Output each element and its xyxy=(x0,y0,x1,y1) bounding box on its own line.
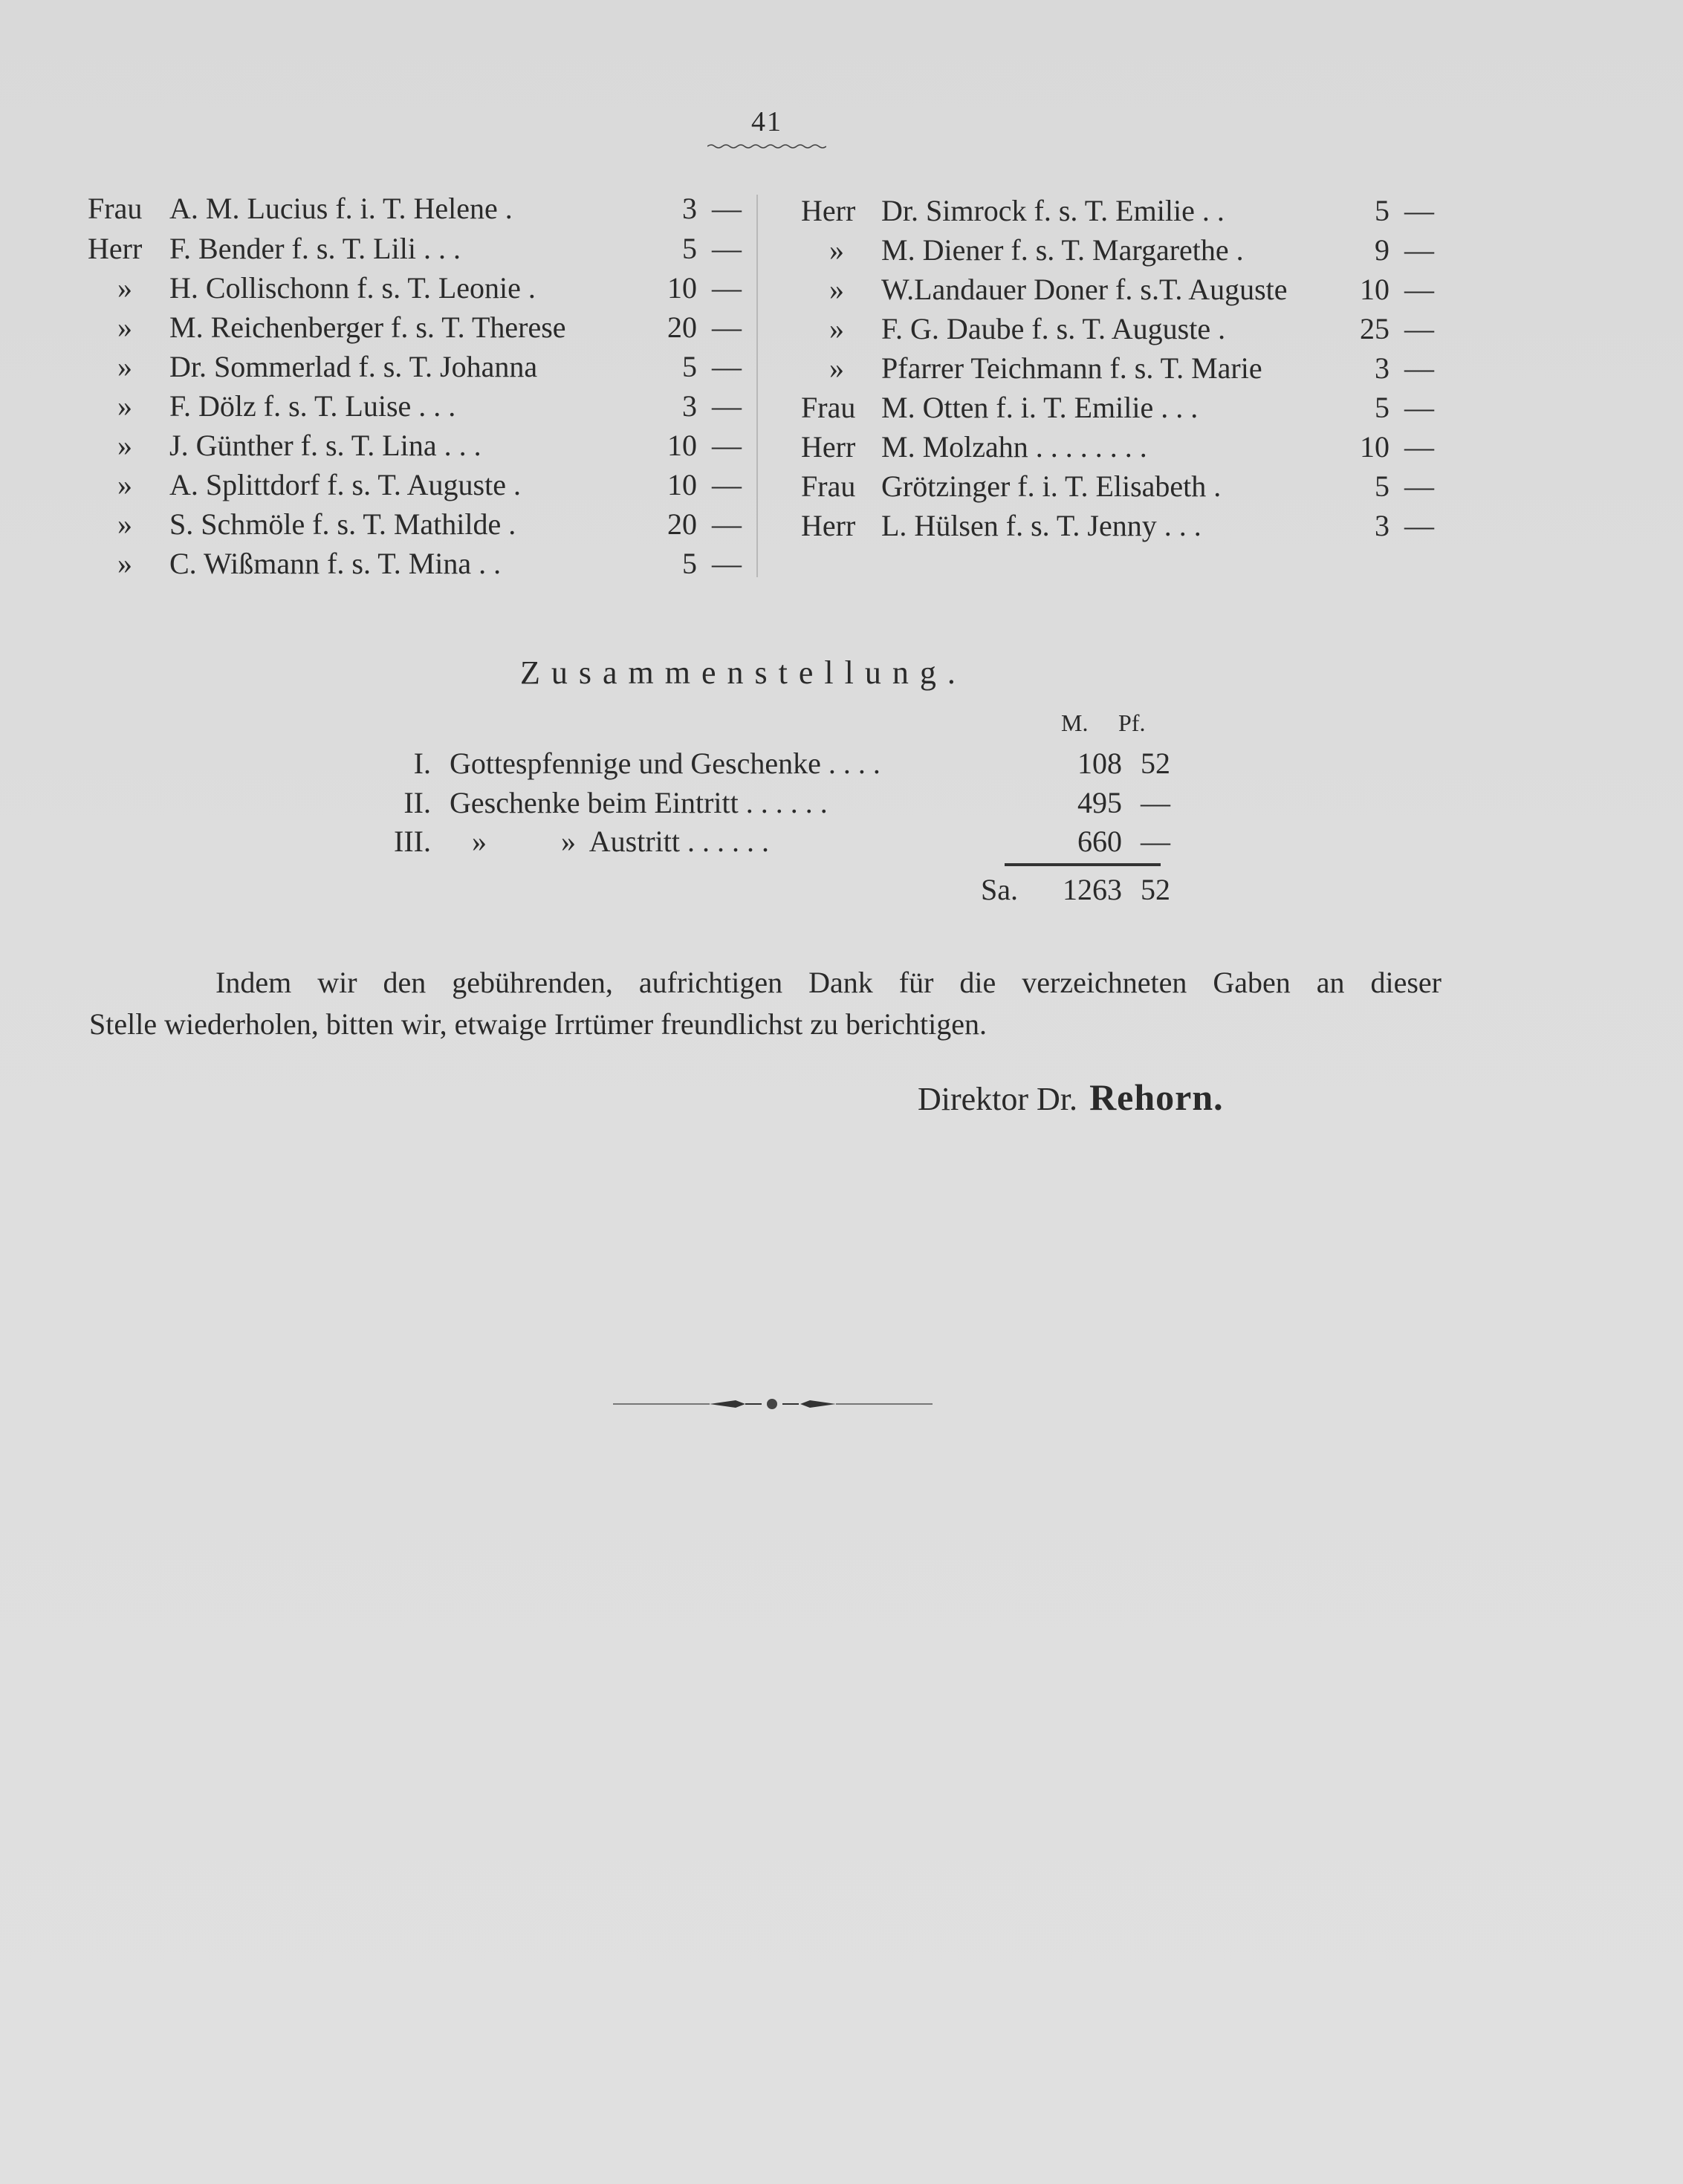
list-item-name: S. Schmöle f. s. T. Mathilde . xyxy=(169,507,516,541)
list-item-name: H. Collischonn f. s. T. Leonie . xyxy=(169,271,536,305)
summary-total-mark: 1263 xyxy=(1063,873,1122,906)
list-item-dash: — xyxy=(712,468,742,501)
list-item-name: Grötzinger f. i. T. Elisabeth . xyxy=(881,469,1222,503)
list-item-dash: — xyxy=(1404,469,1434,503)
list-item-amount: 5 xyxy=(1375,469,1389,503)
list-item-amount: 10 xyxy=(667,429,697,462)
list-item-title: Herr xyxy=(801,194,856,227)
page-number-underline-ornament xyxy=(707,143,826,150)
list-item-title: » xyxy=(117,311,132,344)
list-item-amount: 10 xyxy=(667,271,697,305)
list-item-dash: — xyxy=(712,311,742,344)
signature-prefix: Direktor Dr. xyxy=(918,1081,1078,1117)
list-item-amount: 20 xyxy=(667,507,697,541)
list-item-dash: — xyxy=(1404,430,1434,464)
summary-row-number: I. xyxy=(413,747,431,780)
list-item-title: Herr xyxy=(801,509,856,542)
list-item-name: M. Diener f. s. T. Margarethe . xyxy=(881,233,1244,267)
closing-line-2: Stelle wiederholen, bitten wir, etwaige Irrtümer freundlichst zu berichtigen. xyxy=(89,1007,987,1041)
list-item-name: M. Molzahn . . . . . . . . xyxy=(881,430,1147,464)
list-item-name: F. Bender f. s. T. Lili . . . xyxy=(169,232,461,265)
list-item-dash: — xyxy=(712,350,742,383)
end-ornament-icon xyxy=(613,1393,933,1415)
list-item-dash: — xyxy=(1404,233,1434,267)
summary-row-number: II. xyxy=(403,786,431,819)
list-item-title: » xyxy=(117,468,132,501)
summary-row-pfennig: — xyxy=(1141,786,1170,819)
unit-pfennig-label: Pf. xyxy=(1118,709,1146,736)
list-item-title: » xyxy=(117,350,132,383)
list-item-amount: 5 xyxy=(1375,194,1389,227)
list-item-title: » xyxy=(117,547,132,580)
summary-total-rule xyxy=(1005,863,1161,866)
list-item-title: Herr xyxy=(801,430,856,464)
list-item-dash: — xyxy=(712,232,742,265)
list-item-amount: 5 xyxy=(682,232,697,265)
list-item-name: C. Wißmann f. s. T. Mina . . xyxy=(169,547,502,580)
summary-row-number: III. xyxy=(394,825,431,858)
column-divider xyxy=(756,195,758,577)
list-item-amount: 5 xyxy=(682,547,697,580)
summary-row-mark: 660 xyxy=(1077,825,1122,858)
list-item-dash: — xyxy=(712,547,742,580)
signature xyxy=(918,1076,1224,1119)
list-item-name: Dr. Sommerlad f. s. T. Johanna xyxy=(169,350,538,383)
list-item-dash: — xyxy=(712,271,742,305)
list-item-title: » xyxy=(117,429,132,462)
list-item-title: » xyxy=(117,507,132,541)
summary-row-mark: 495 xyxy=(1077,786,1122,819)
list-item-amount: 20 xyxy=(667,311,697,344)
unit-mark-label: M. xyxy=(1061,709,1089,736)
list-item-dash: — xyxy=(712,507,742,541)
summary-row-pfennig: 52 xyxy=(1141,747,1170,780)
list-item-name: M. Otten f. i. T. Emilie . . . xyxy=(881,391,1199,424)
list-item-name: Dr. Simrock f. s. T. Emilie . . xyxy=(881,194,1225,227)
list-item-title: » xyxy=(829,351,844,385)
list-item-title: » xyxy=(117,271,132,305)
list-item-title: » xyxy=(829,312,844,345)
list-item-amount: 5 xyxy=(682,350,697,383)
list-item-name: L. Hülsen f. s. T. Jenny . . . xyxy=(881,509,1202,542)
list-item-amount: 3 xyxy=(682,192,697,225)
list-item-dash: — xyxy=(1404,273,1434,306)
list-item-dash: — xyxy=(712,192,742,225)
signature-name: Rehorn. xyxy=(1089,1076,1224,1118)
list-item-dash: — xyxy=(1404,509,1434,542)
list-item-amount: 10 xyxy=(1360,273,1389,306)
list-item-amount: 3 xyxy=(1375,351,1389,385)
list-item-name: F. Dölz f. s. T. Luise . . . xyxy=(169,389,456,423)
list-item-amount: 9 xyxy=(1375,233,1389,267)
summary-total-pfennig: 52 xyxy=(1141,873,1170,906)
page-number: 41 xyxy=(751,106,782,137)
list-item-dash: — xyxy=(712,389,742,423)
list-item-name: A. Splittdorf f. s. T. Auguste . xyxy=(169,468,521,501)
list-item-title: Herr xyxy=(88,232,143,265)
summary-row-label: Geschenke beim Eintritt . . . . . . xyxy=(450,786,828,819)
list-item-dash: — xyxy=(1404,312,1434,345)
list-item-name: Pfarrer Teichmann f. s. T. Marie xyxy=(881,351,1262,385)
list-item-amount: 5 xyxy=(1375,391,1389,424)
list-item-name: W.Landauer Doner f. s.T. Auguste xyxy=(881,273,1288,306)
closing-paragraph xyxy=(89,962,1442,1045)
list-item-amount: 10 xyxy=(1360,430,1389,464)
list-item-title: Frau xyxy=(801,391,856,424)
list-item-title: Frau xyxy=(88,192,143,225)
list-item-amount: 3 xyxy=(1375,509,1389,542)
list-item-title: » xyxy=(829,273,844,306)
list-item-dash: — xyxy=(1404,391,1434,424)
list-item-dash: — xyxy=(1404,194,1434,227)
list-item-name: A. M. Lucius f. i. T. Helene . xyxy=(169,192,513,225)
summary-row-label: Gottespfennige und Geschenke . . . . xyxy=(450,747,881,780)
list-item-name: J. Günther f. s. T. Lina . . . xyxy=(169,429,481,462)
list-item-amount: 25 xyxy=(1360,312,1389,345)
summary-row-pfennig: — xyxy=(1141,825,1170,858)
list-item-amount: 3 xyxy=(682,389,697,423)
summary-row-mark: 108 xyxy=(1077,747,1122,780)
closing-line-1: Indem wir den gebührenden, aufrichtigen Dank für die verzeichneten Gaben an dieser xyxy=(215,966,1442,999)
summary-row-label: » » Austritt . . . . . . xyxy=(472,825,770,858)
list-item-title: Frau xyxy=(801,469,856,503)
summary-total-label: Sa. xyxy=(981,873,1018,906)
list-item-dash: — xyxy=(1404,351,1434,385)
list-item-name: M. Reichenberger f. s. T. Therese xyxy=(169,311,566,344)
summary-heading: Zusammenstellung. xyxy=(520,654,967,691)
list-item-amount: 10 xyxy=(667,468,697,501)
list-item-title: » xyxy=(829,233,844,267)
list-item-title: » xyxy=(117,389,132,423)
list-item-dash: — xyxy=(712,429,742,462)
list-item-name: F. G. Daube f. s. T. Auguste . xyxy=(881,312,1226,345)
